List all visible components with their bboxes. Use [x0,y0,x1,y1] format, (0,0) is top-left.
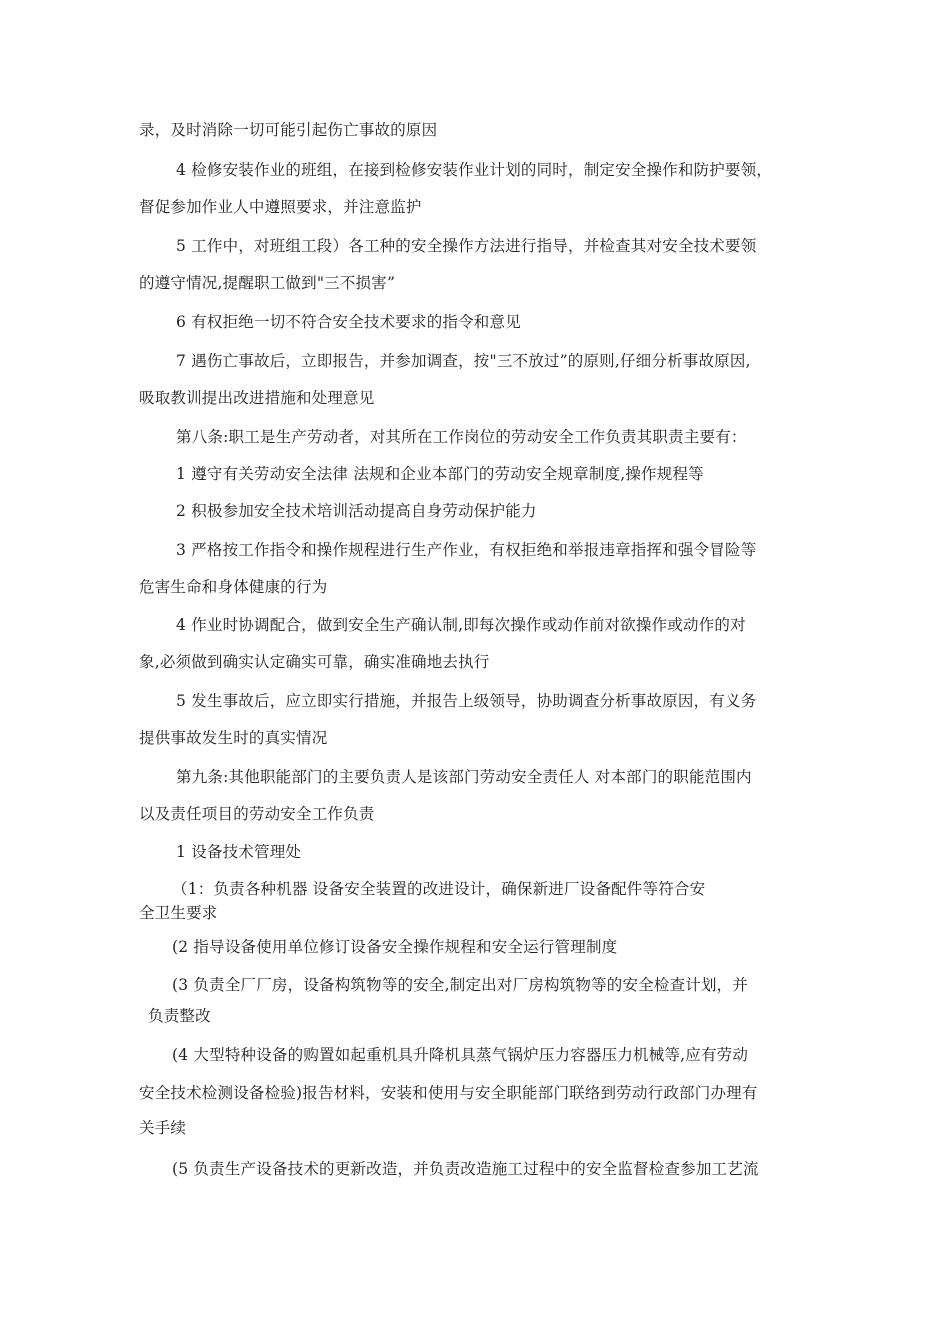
text-line: 5 工作中，对班组工段）各工种的安全操作方法进行指导，并检查其对安全技术要领 [176,237,757,255]
section-heading: 1 设备技术管理处 [176,843,302,861]
text-line: 提供事故发生时的真实情况 [139,729,328,747]
text-line: 1 遵守有关劳动安全法律 法规和企业本部门的劳动安全规章制度,操作规程等 [176,465,704,483]
text-line: 负责整改 [148,1007,211,1025]
text-line: 2 积极参加安全技术培训活动提高自身劳动保护能力 [176,502,537,520]
text-line: 关手续 [139,1119,187,1137]
text-line: 5 发生事故后，应立即实行措施，并报告上级领导，协助调查分析事故原因，有义务 [176,692,757,710]
article-heading: 第八条:职工是生产劳动者，对其所在工作岗位的劳动安全工作负责其职责主要有： [176,428,747,446]
text-line: 6 有权拒绝一切不符合安全技术要求的指令和意见 [176,313,521,331]
text-line: 象,必须做到确实认定确实可靠，确实准确地去执行 [139,653,490,671]
text-line: 录，及时消除一切可能引起伤亡事故的原因 [139,121,438,139]
text-line: 3 严格按工作指令和操作规程进行生产作业，有权拒绝和举报违章指挥和强令冒险等 [176,541,757,559]
text-line: (4 大型特种设备的购置如起重机具升降机具蒸气锅炉压力容器压力机械等,应有劳动 [172,1046,749,1064]
text-line: 4 检修安装作业的班组，在接到检修安装作业计划的同时，制定安全操作和防护要领， [176,161,773,179]
text-line: 以及责任项目的劳动安全工作负责 [139,805,375,823]
text-line: 安全技术检测设备检验)报告材料，安装和使用与安全职能部门联络到劳动行政部门办理有 [139,1084,758,1102]
text-line: 7 遇伤亡事故后，立即报告，并参加调查，按"三不放过”的原则,仔细分析事故原因, [176,352,751,370]
text-line: 吸取教训提出改进措施和处理意见 [139,389,375,407]
text-line: (2 指导设备使用单位修订设备安全操作规程和安全运行管理制度 [172,938,618,956]
text-line: （1：负责各种机器 设备安全装置的改进设计，确保新进厂设备配件等符合安 [172,880,706,898]
text-line: 4 作业时协调配合，做到安全生产确认制,即每次操作或动作前对欲操作或动作的对 [176,616,746,634]
article-heading: 第九条:其他职能部门的主要负责人是该部门劳动安全责任人 对本部门的职能范围内 [176,768,752,786]
text-line: 的遵守情况,提醒职工做到"三不损害” [139,274,396,292]
text-line: 全卫生要求 [139,904,218,922]
text-line: (3 负责全厂厂房，设备构筑物等的安全,制定出对厂房构筑物等的安全检查计划，并 [172,976,749,994]
text-line: 督促参加作业人中遵照要求，并注意监护 [139,198,422,216]
text-line: (5 负责生产设备技术的更新改造，并负责改造施工过程中的安全监督检查参加工艺流 [172,1160,759,1178]
text-line: 危害生命和身体健康的行为 [139,578,328,596]
